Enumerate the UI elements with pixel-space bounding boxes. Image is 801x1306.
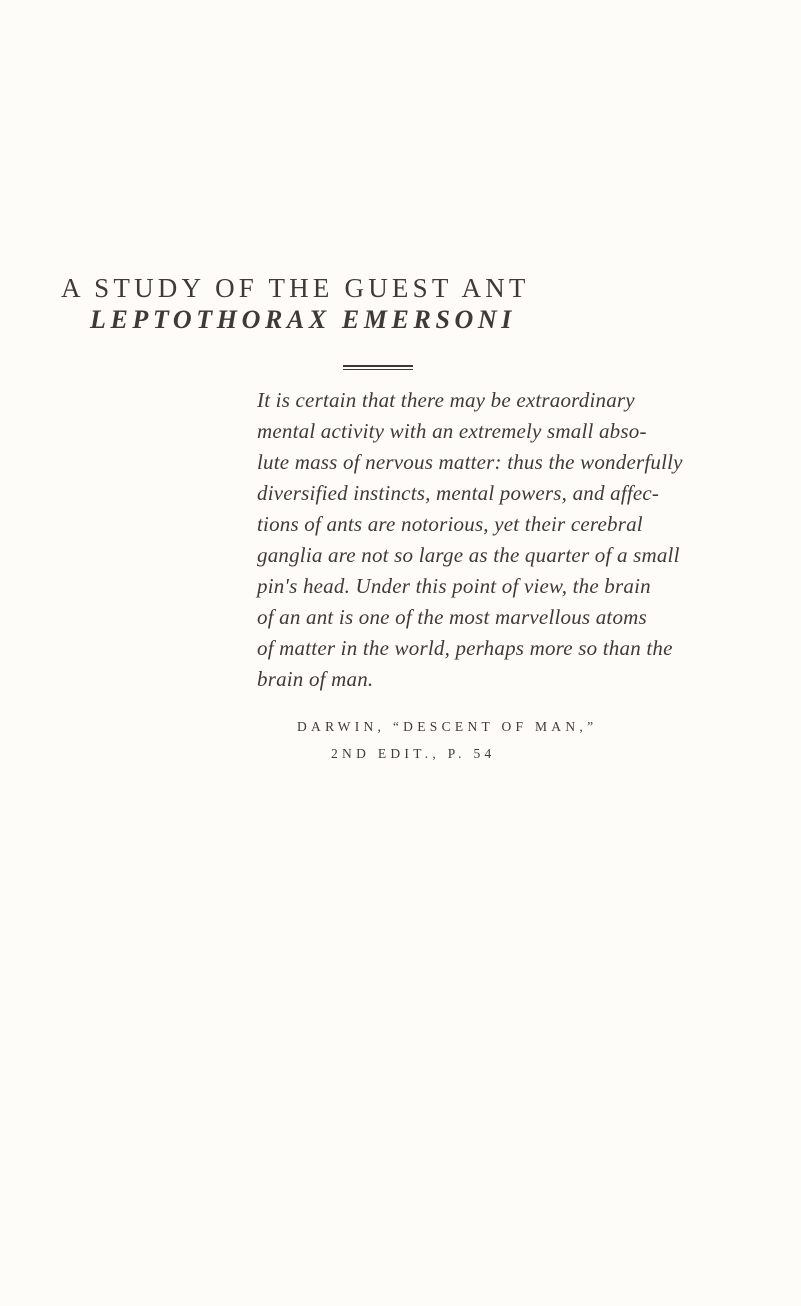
epigraph-line: of an ant is one of the most marvellous atoms: [257, 605, 647, 629]
title-line-2: LEPTOTHORAX EMERSONI: [90, 305, 516, 334]
epigraph-line: ganglia are not so large as the quarter of a small: [257, 543, 680, 567]
epigraph-quote: [257, 385, 777, 695]
epigraph-line: mental activity with an extremely small abso-: [257, 419, 647, 443]
epigraph-line: of matter in the world, perhaps more so than the: [257, 636, 673, 660]
title-line-1: A STUDY OF THE GUEST ANT: [61, 273, 530, 303]
ornamental-rule: [343, 365, 413, 370]
epigraph-line: tions of ants are notorious, yet their cerebral: [257, 512, 643, 536]
epigraph-attribution: [297, 713, 597, 767]
attribution-edition: 2ND EDIT., P. 54: [331, 746, 496, 761]
epigraph-line: brain of man.: [257, 667, 374, 691]
epigraph-line: diversified instincts, mental powers, and affec-: [257, 481, 660, 505]
epigraph-line: pin's head. Under this point of view, the brain: [257, 574, 651, 598]
epigraph-line: lute mass of nervous matter: thus the wonderfully: [257, 450, 683, 474]
epigraph-line: It is certain that there may be extraordinary: [257, 388, 635, 412]
attribution-source: DARWIN, “DESCENT OF MAN,”: [297, 719, 598, 734]
